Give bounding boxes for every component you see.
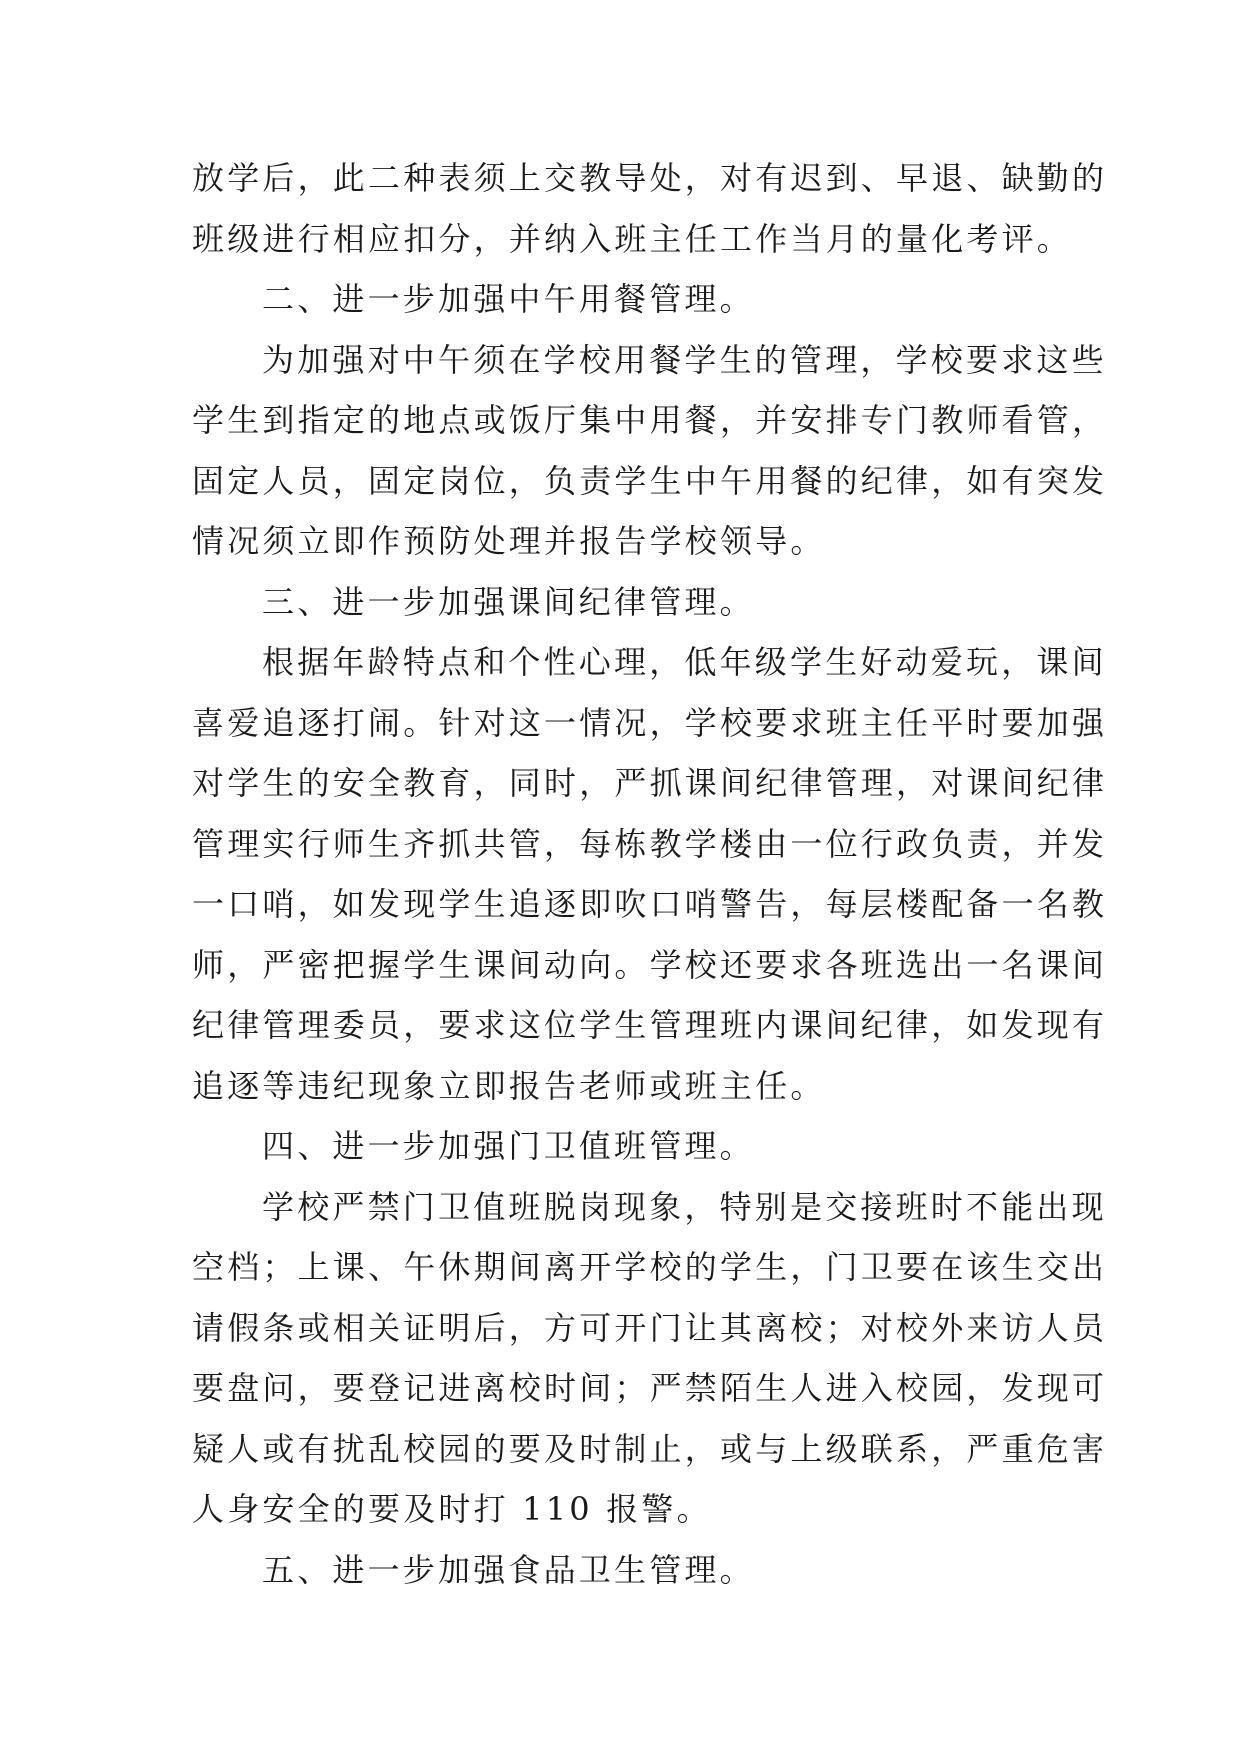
text-line: 放学后，此二种表须上交教导处，对有迟到、早退、缺勤的: [192, 159, 1108, 197]
text-line: 空档；上课、午休期间离开学校的学生，门卫要在该生交出: [192, 1248, 1108, 1286]
heading-text: 五、进一步加强食品卫生管理。: [262, 1550, 755, 1589]
section-heading-3: [192, 572, 1072, 633]
text-line: 学生到指定的地点或饭厅集中用餐，并安排专门教师看管，: [192, 401, 1108, 439]
document-body: [192, 148, 1108, 1600]
paragraph-guard: [192, 1177, 1108, 1540]
text-line: 为加强对中午须在学校用餐学生的管理，学校要求这些: [262, 340, 1107, 379]
text-line: 疑人或有扰乱校园的要及时制止，或与上级联系，严重危害: [192, 1429, 1108, 1468]
text-line: 喜爱追逐打闹。针对这一情况，学校要求班主任平时要加强: [192, 703, 1108, 742]
paragraph-lunch: [192, 330, 1108, 572]
section-heading-4: [192, 1116, 1072, 1177]
text-line: 情况须立即作预防处理并报告学校领导。: [192, 522, 826, 560]
section-heading-2: [192, 269, 1072, 330]
text-line: 人身安全的要及时打 110 报警。: [192, 1490, 712, 1528]
text-line: 纪律管理委员，要求这位学生管理班内课间纪律，如发现有: [192, 1006, 1108, 1044]
heading-text: 四、进一步加强门卫值班管理。: [262, 1127, 755, 1165]
text-line: 要盘问，要登记进离校时间；严禁陌生人进入校园，发现可: [192, 1369, 1108, 1407]
text-line: 对学生的安全教育，同时，严抓课间纪律管理，对课间纪律: [192, 764, 1108, 802]
text-line: 师，严密把握学生课间动向。学校还要求各班选出一名课间: [192, 945, 1108, 984]
text-line: 请假条或相关证明后，方可开门让其离校；对校外来访人员: [192, 1308, 1108, 1347]
text-line: 固定人员，固定岗位，负责学生中午用餐的纪律，如有突发: [192, 461, 1108, 500]
paragraph-continuation: [192, 148, 1108, 269]
text-line: 学校严禁门卫值班脱岗现象，特别是交接班时不能出现: [262, 1187, 1107, 1226]
section-heading-5: [192, 1540, 1072, 1601]
text-line: 追逐等违纪现象立即报告老师或班主任。: [192, 1066, 826, 1105]
text-line: 管理实行师生齐抓共管，每栋教学楼由一位行政负责，并发: [192, 824, 1108, 863]
heading-text: 三、进一步加强课间纪律管理。: [262, 582, 755, 621]
text-line: 班级进行相应扣分，并纳入班主任工作当月的量化考评。: [192, 219, 1073, 258]
paragraph-recess: [192, 632, 1108, 1116]
heading-text: 二、进一步加强中午用餐管理。: [262, 280, 755, 318]
text-line: 一口哨，如发现学生追逐即吹口哨警告，每层楼配备一名教: [192, 885, 1108, 923]
text-line: 根据年龄特点和个性心理，低年级学生好动爱玩，课间: [262, 643, 1107, 681]
